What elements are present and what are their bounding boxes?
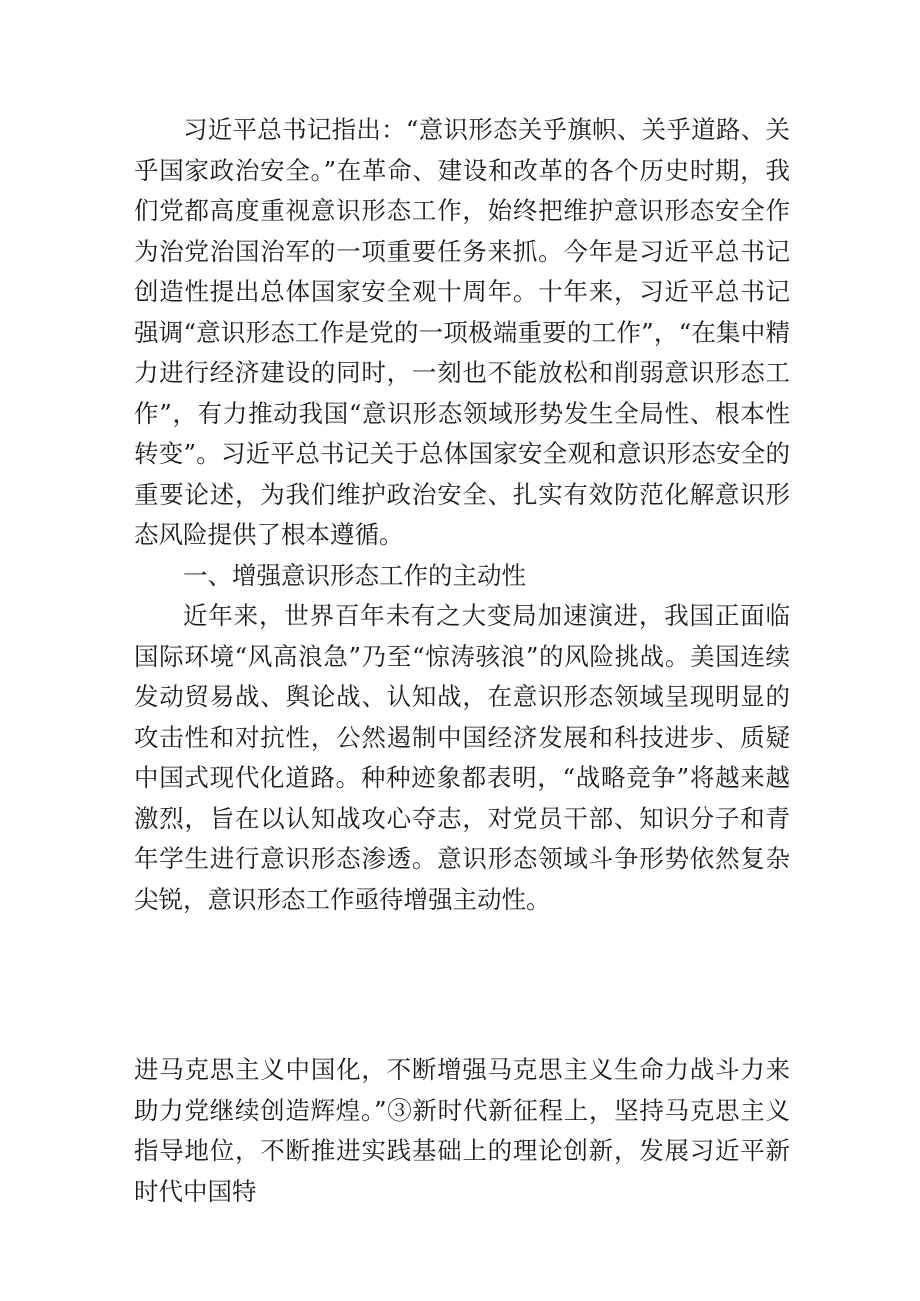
continuation-paragraph: 进马克思主义中国化，不断增强马克思主义生命力战斗力来助力党继续创造辉煌。”③新时代新征程上，坚持马克思主义指导地位，不断推进实践基础上的理论创新，发展习近平新时代中国特 <box>134 1055 790 1206</box>
intro-paragraph: 习近平总书记指出：“意识形态关乎旗帜、关乎道路、关乎国家政治安全。”在革命、建设和改革的各个历史时期，我们党都高度重视意识形态工作，始终把维护意识形态安全作为治党治国治军的一项重要任务来抓。今年是习近平总书记创造性提出总体国家安全观十周年。十年来，习近平总书记强调“意识形态工作是党的一项极端重要的工作”，“在集中精力进行经济建设的同时，一刻也不能放松和削弱意识形态工作”，有力推动我国“意识形态领域形势发生全局性、根本性转变”。习近平总书记关于总体国家安全观和意识形态安全的重要论述，为我们维护政治安全、扎实有效防范化解意识形态风险提供了根本遵循。 <box>134 115 790 549</box>
text-block-bottom <box>134 1050 790 1212</box>
section-heading: 一、增强意识形态工作的主动性 <box>183 560 526 590</box>
text-block-top <box>134 110 790 920</box>
section-paragraph: 近年来，世界百年未有之大变局加速演进，我国正面临国际环境“风高浪急”乃至“惊涛骇浪”的风险挑战。美国连续发动贸易战、舆论战、认知战，在意识形态领域呈现明显的攻击性和对抗性，公然遏制中国经济发展和科技进步、质疑中国式现代化道路。种种迹象都表明，“战略竞争”将越来越激烈，旨在以认知战攻心夺志，对党员干部、知识分子和青年学生进行意识形态渗透。意识形态领域斗争形势依然复杂尖锐，意识形态工作亟待增强主动性。 <box>134 601 790 914</box>
